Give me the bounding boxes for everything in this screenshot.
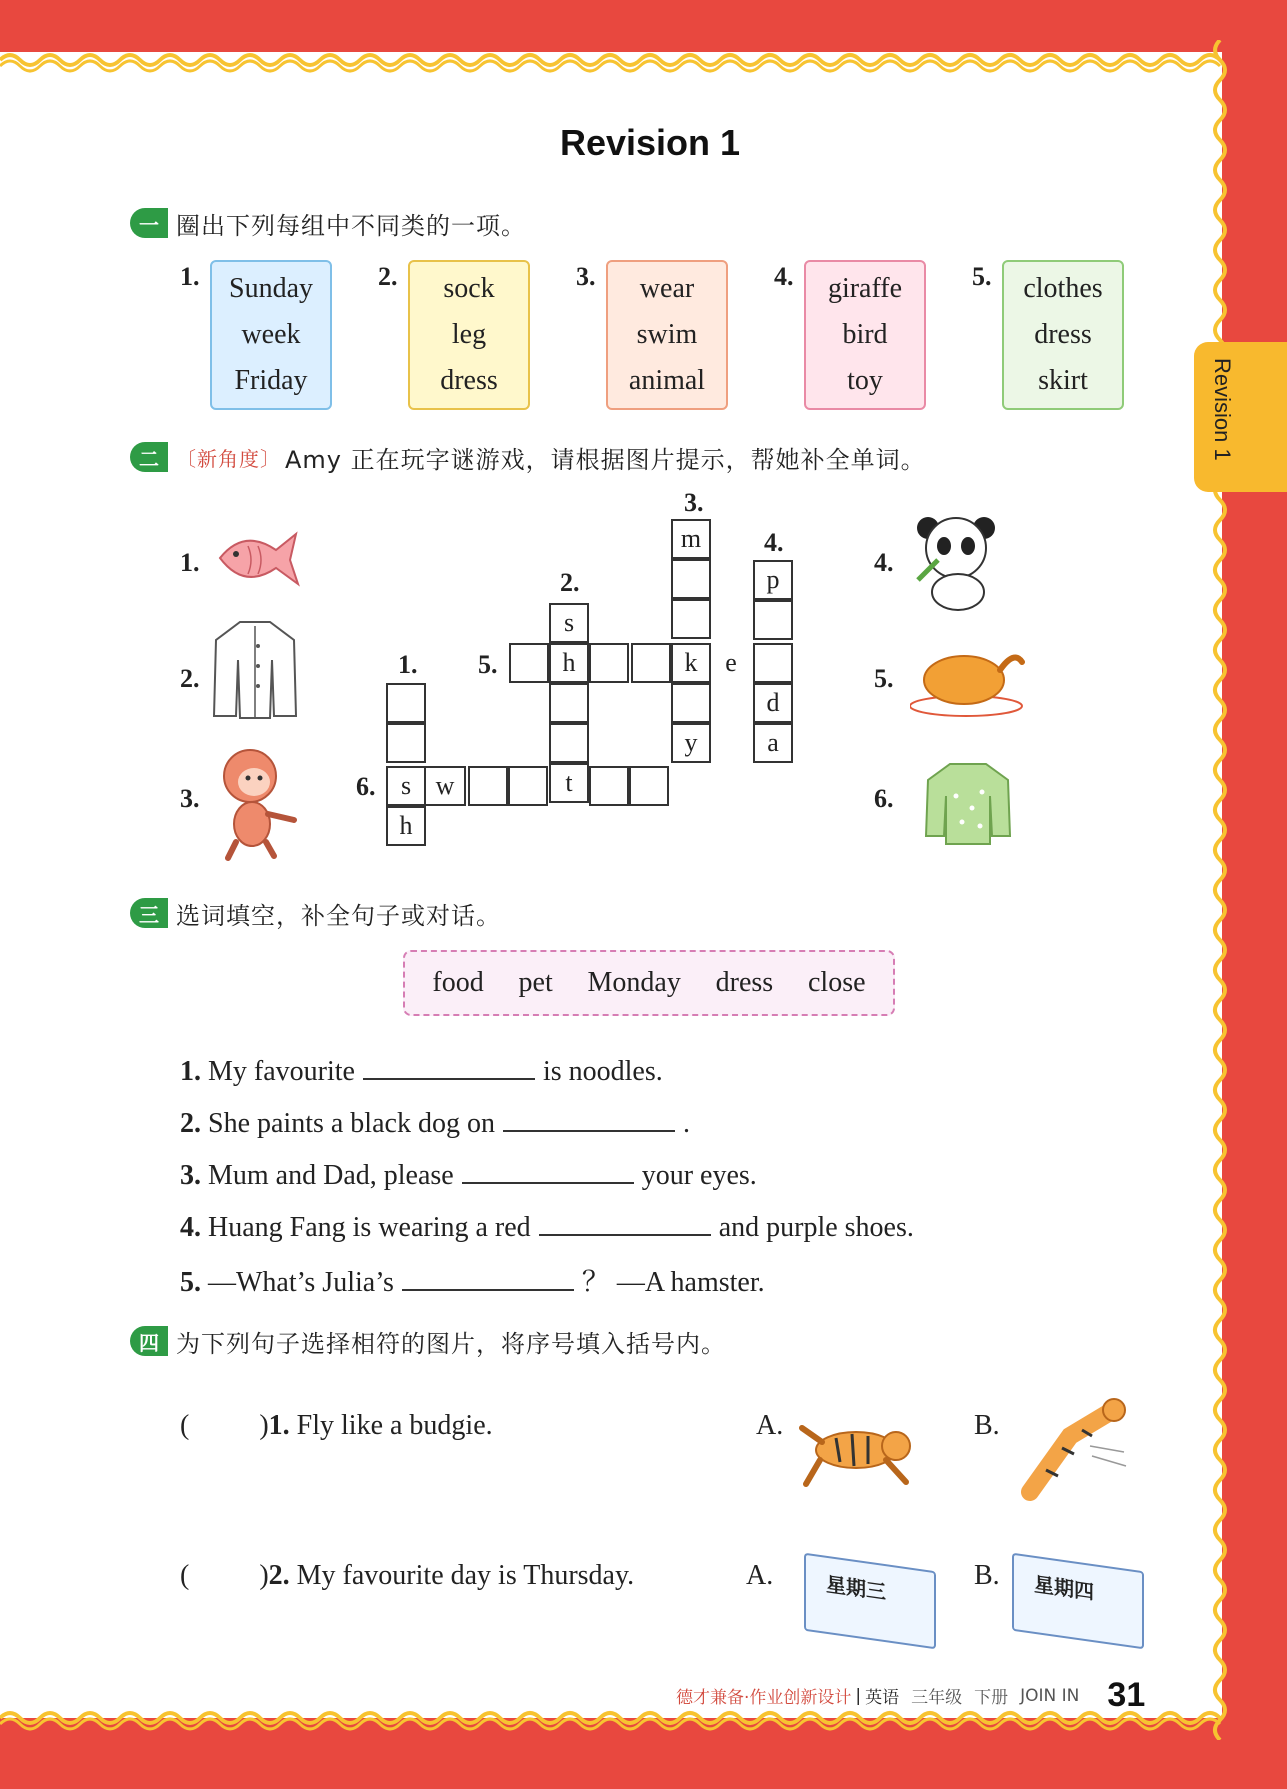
cw-cell[interactable] bbox=[509, 643, 549, 683]
word-option[interactable]: Friday bbox=[234, 365, 308, 396]
cw-cell[interactable]: s bbox=[549, 603, 589, 643]
clue-2-number: 2. bbox=[180, 664, 200, 693]
sentence-5 bbox=[180, 1260, 765, 1300]
paren-open: ( bbox=[180, 1560, 190, 1591]
answer-blank[interactable] bbox=[402, 1263, 574, 1291]
word-option[interactable]: wear bbox=[639, 273, 695, 304]
footer-brand: 德才兼备·作业创新设计 bbox=[676, 1688, 852, 1708]
cw-cell[interactable] bbox=[508, 766, 548, 806]
question-text: My favourite day is Thursday. bbox=[296, 1560, 635, 1591]
group-number: 1. bbox=[180, 262, 200, 291]
section-4-badge: 四 bbox=[130, 1326, 168, 1356]
word-group-box bbox=[606, 260, 728, 410]
cw-cell[interactable] bbox=[753, 600, 793, 640]
top-wave-border bbox=[0, 40, 1230, 80]
group-number: 3. bbox=[576, 262, 596, 291]
page-number: 31 bbox=[1107, 1676, 1146, 1714]
option-b-label: B. bbox=[974, 1410, 1000, 1441]
clue-6-number: 6. bbox=[874, 784, 894, 813]
cw-number-4: 4. bbox=[764, 528, 784, 557]
cw-number-6: 6. bbox=[356, 772, 376, 801]
answer-blank[interactable] bbox=[503, 1104, 675, 1132]
cw-cell[interactable] bbox=[671, 683, 711, 723]
cw-cell[interactable] bbox=[753, 643, 793, 683]
group-number: 2. bbox=[378, 262, 398, 291]
section-1-header bbox=[130, 206, 526, 240]
group-number: 5. bbox=[972, 262, 992, 291]
cw-cell[interactable]: h bbox=[386, 806, 426, 846]
section-4-header bbox=[130, 1324, 726, 1358]
clue-4-number: 4. bbox=[874, 548, 894, 577]
calendar-label: 星期四 bbox=[1034, 1571, 1094, 1605]
cw-cell[interactable] bbox=[671, 559, 711, 599]
sentence-4 bbox=[180, 1208, 914, 1244]
sentence-3 bbox=[180, 1156, 757, 1192]
word-option[interactable]: swim bbox=[636, 319, 698, 350]
tiger-jumping-icon[interactable] bbox=[796, 1398, 930, 1490]
calendar-label: 星期三 bbox=[826, 1571, 886, 1605]
word-option[interactable]: giraffe bbox=[827, 273, 903, 304]
cw-cell[interactable]: t bbox=[549, 763, 589, 803]
cw-cell[interactable]: a bbox=[753, 723, 793, 763]
sentence-number: 2. bbox=[180, 1108, 201, 1139]
sentence-text: My favourite bbox=[208, 1056, 355, 1087]
sentence-1 bbox=[180, 1052, 663, 1088]
shirt-icon bbox=[210, 616, 300, 722]
cw-cell[interactable]: s bbox=[386, 766, 426, 806]
side-tab-label: Revision 1 bbox=[1210, 358, 1235, 461]
cw-cell[interactable]: m bbox=[671, 519, 711, 559]
cw-cell[interactable] bbox=[631, 643, 671, 683]
word-bank-item: close bbox=[808, 967, 866, 998]
question-4-2 bbox=[180, 1560, 634, 1592]
cw-cell[interactable]: p bbox=[753, 560, 793, 600]
cw-number-1: 1. bbox=[398, 650, 418, 679]
option-b-label: B. bbox=[974, 1560, 1000, 1591]
cw-cell[interactable] bbox=[386, 683, 426, 723]
section-3-instruction: 选词填空，补全句子或对话。 bbox=[176, 901, 501, 930]
word-option[interactable]: dress bbox=[1034, 319, 1092, 350]
cw-cell[interactable] bbox=[589, 766, 629, 806]
option-a-label: A. bbox=[756, 1410, 784, 1441]
section-4-instruction: 为下列句子选择相符的图片，将序号填入括号内。 bbox=[176, 1329, 726, 1358]
sentence-number: 1. bbox=[180, 1056, 201, 1087]
word-bank-item: dress bbox=[715, 967, 774, 998]
sentence-text: your eyes. bbox=[641, 1160, 757, 1191]
group-number: 4. bbox=[774, 262, 794, 291]
cw-cell[interactable]: e bbox=[711, 643, 751, 683]
sentence-text: ？ —A hamster. bbox=[581, 1267, 765, 1298]
sentence-number: 4. bbox=[180, 1212, 201, 1243]
word-option[interactable]: animal bbox=[628, 365, 706, 396]
cw-cell[interactable]: y bbox=[671, 723, 711, 763]
question-number: 1. bbox=[268, 1410, 290, 1441]
answer-blank[interactable] bbox=[539, 1208, 711, 1236]
word-bank-item: food bbox=[432, 967, 484, 998]
answer-blank[interactable] bbox=[363, 1052, 535, 1080]
word-option[interactable]: week bbox=[241, 319, 301, 350]
word-option[interactable]: skirt bbox=[1038, 365, 1088, 396]
word-group-box bbox=[804, 260, 926, 410]
new-angle-tag: 〔新角度〕 bbox=[176, 446, 281, 471]
panda-icon bbox=[908, 510, 1008, 614]
right-wave-border bbox=[1200, 40, 1240, 1740]
footer-grade: 三年级 bbox=[911, 1688, 963, 1708]
word-group-box bbox=[1002, 260, 1124, 410]
sentence-text: Huang Fang is wearing a red bbox=[208, 1212, 531, 1243]
footer-edition: JOIN IN bbox=[1020, 1685, 1080, 1706]
cw-cell[interactable] bbox=[549, 683, 589, 723]
footer bbox=[676, 1676, 1145, 1715]
word-option[interactable]: Sunday bbox=[229, 273, 313, 304]
word-option[interactable]: leg bbox=[451, 319, 487, 350]
sentence-2 bbox=[180, 1104, 690, 1140]
sentence-text: and purple shoes. bbox=[718, 1212, 914, 1243]
word-bank bbox=[403, 950, 895, 1016]
cw-cell[interactable] bbox=[629, 766, 669, 806]
cw-cell[interactable]: h bbox=[549, 643, 589, 683]
section-3-header bbox=[130, 896, 501, 930]
sentence-text: She paints a black dog on bbox=[208, 1108, 495, 1139]
clue-5-number: 5. bbox=[874, 664, 894, 693]
word-bank-item: pet bbox=[518, 967, 553, 998]
page-title: Revision 1 bbox=[559, 122, 741, 163]
roast-chicken-icon bbox=[910, 640, 1026, 720]
cw-number-3: 3. bbox=[684, 488, 704, 517]
footer-term: 下册 bbox=[974, 1688, 1009, 1708]
option-a-label: A. bbox=[746, 1560, 774, 1591]
question-number: 2. bbox=[268, 1560, 290, 1591]
paren-close: ) bbox=[259, 1410, 269, 1441]
cw-cell[interactable]: d bbox=[753, 683, 793, 723]
sentence-text: . bbox=[682, 1108, 690, 1139]
word-group-box bbox=[408, 260, 530, 410]
paren-close: ) bbox=[259, 1560, 269, 1591]
paren-open: ( bbox=[180, 1410, 190, 1441]
word-option[interactable]: toy bbox=[847, 365, 883, 396]
section-1-instruction: 圈出下列每组中不同类的一项。 bbox=[176, 211, 526, 240]
cw-number-5: 5. bbox=[478, 650, 498, 679]
cw-cell[interactable] bbox=[386, 723, 426, 763]
clue-1-number: 1. bbox=[180, 548, 200, 577]
cw-number-2: 2. bbox=[560, 568, 580, 597]
cw-cell[interactable] bbox=[671, 599, 711, 639]
sentence-text: is noodles. bbox=[542, 1056, 663, 1087]
cw-cell[interactable] bbox=[549, 723, 589, 763]
sentence-number: 5. bbox=[180, 1267, 201, 1298]
sweater-icon bbox=[922, 756, 1014, 848]
answer-blank[interactable] bbox=[462, 1156, 634, 1184]
section-2-instruction: Amy 正在玩字谜游戏，请根据图片提示，帮她补全单词。 bbox=[285, 445, 926, 474]
word-group-box bbox=[210, 260, 332, 410]
question-4-1 bbox=[180, 1410, 493, 1442]
cw-cell[interactable]: k bbox=[671, 643, 711, 683]
footer-subject: 英语 bbox=[865, 1688, 900, 1708]
sentence-text: —What’s Julia’s bbox=[208, 1267, 394, 1298]
section-3-badge: 三 bbox=[130, 898, 168, 928]
word-option[interactable]: bird bbox=[842, 319, 888, 350]
tiger-flying-icon[interactable] bbox=[1010, 1396, 1134, 1504]
section-2-badge: 二 bbox=[130, 442, 168, 472]
cw-cell[interactable]: w bbox=[426, 766, 466, 806]
word-bank-item: Monday bbox=[587, 967, 681, 998]
monkey-icon bbox=[208, 744, 308, 862]
word-option[interactable]: sock bbox=[443, 273, 495, 304]
cw-cell[interactable] bbox=[589, 643, 629, 683]
clue-3-number: 3. bbox=[180, 784, 200, 813]
sentence-text: Mum and Dad, please bbox=[208, 1160, 454, 1191]
fish-icon bbox=[214, 520, 300, 596]
section-1-badge: 一 bbox=[130, 208, 168, 238]
question-text: Fly like a budgie. bbox=[296, 1410, 493, 1441]
word-option[interactable]: dress bbox=[440, 365, 498, 396]
section-2-header bbox=[130, 440, 926, 474]
footer-separator: | bbox=[855, 1685, 862, 1706]
cw-cell[interactable] bbox=[468, 766, 508, 806]
word-option[interactable]: clothes bbox=[1023, 273, 1103, 304]
sentence-number: 3. bbox=[180, 1160, 201, 1191]
